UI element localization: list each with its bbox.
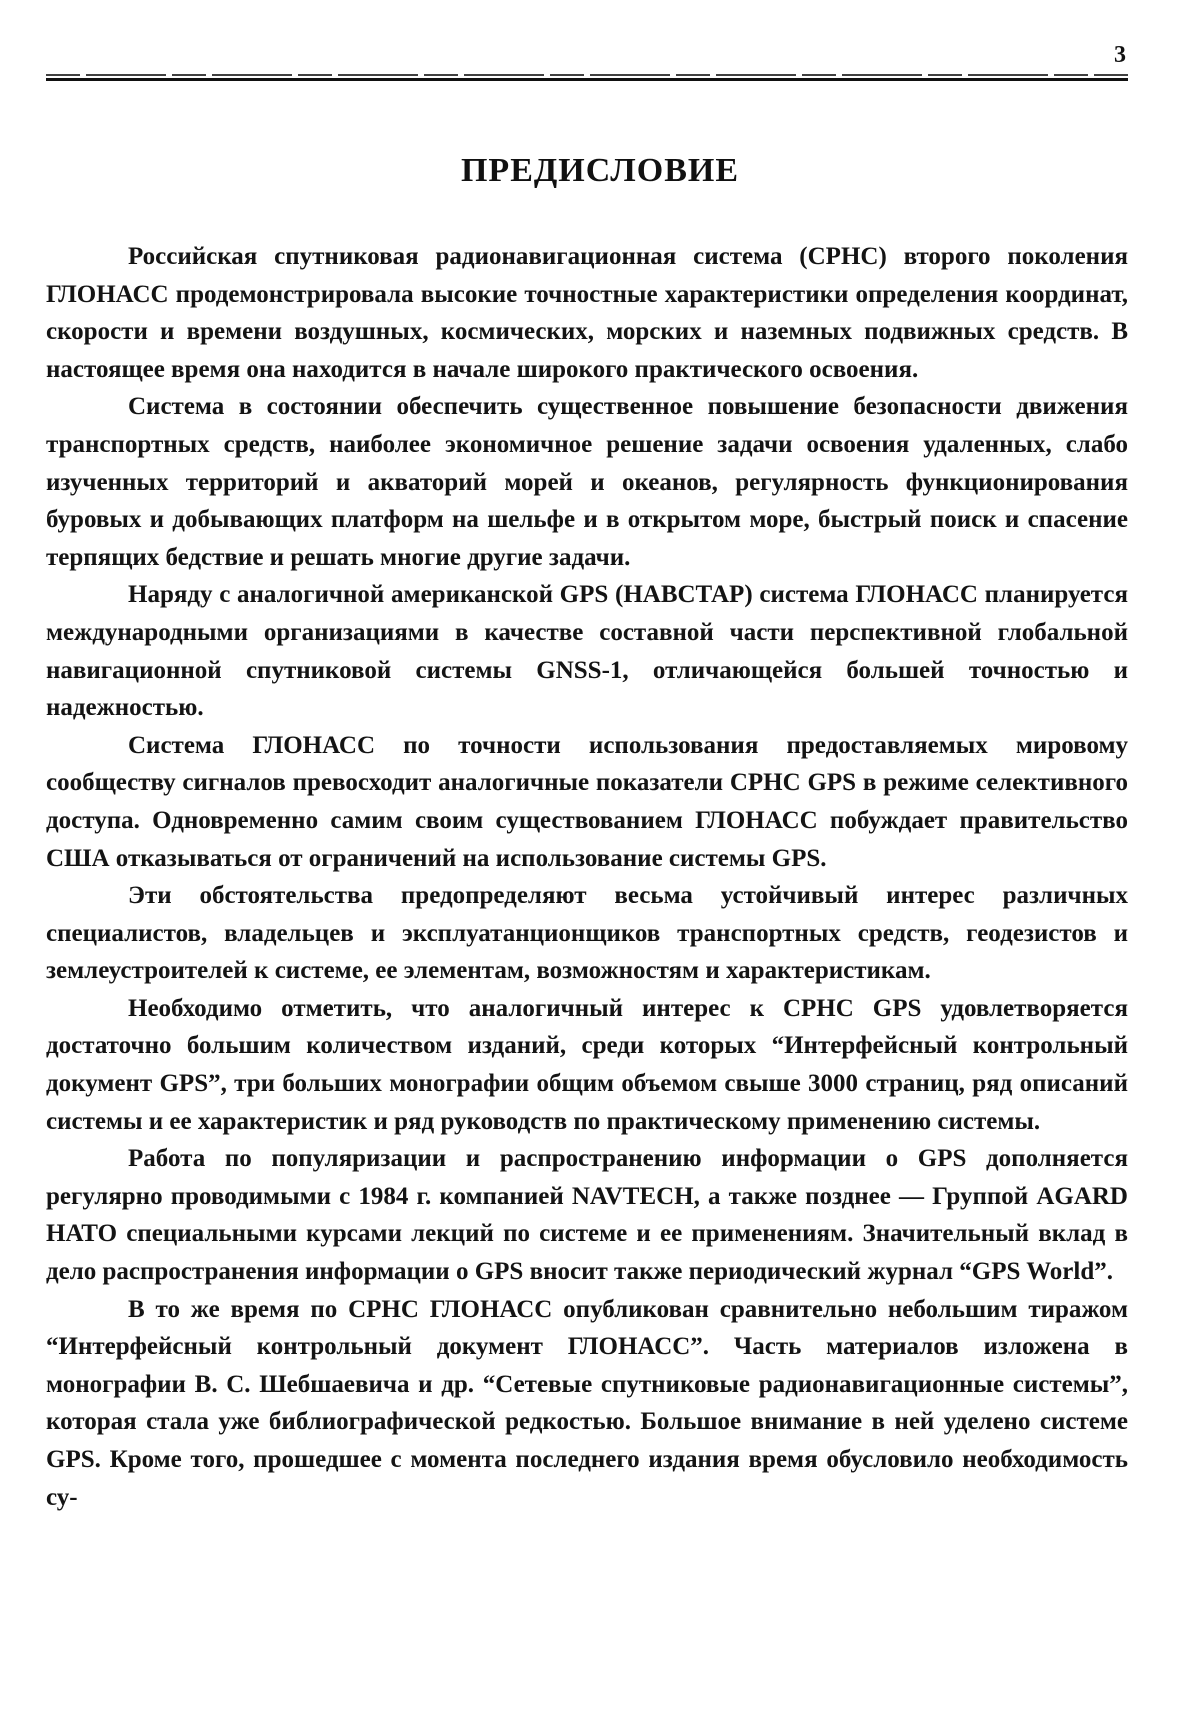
paragraph-1: Российская спутниковая радионавигационная система (СРНС) второго поколения ГЛОНАСС продемонстрировала высокие точностные характеристики определения координат, скорости и времени воздушных, космических, морских и наземных подвижных средств. В настоящее время она находится в начале широкого практического освоения. <box>46 243 1128 383</box>
header-rule-broken <box>46 74 1128 76</box>
paragraph-8: В то же время по СРНС ГЛОНАСС опубликован сравнительно небольшим тиражом “Интерфейсный контрольный документ ГЛОНАСС”. Часть материалов изложена в монографии В. С. Шебшаевича и др. “Сетевые спутниковые радионавигационные системы”, которая стала уже библиографической редкостью. Большое внимание в ней уделено системе GPS. Кроме того, прошедшее с момента последнего издания время обусловило необходимость су- <box>46 1295 1128 1511</box>
body-text <box>46 238 1128 1516</box>
header-rule <box>46 78 1128 81</box>
paragraph-3: Наряду с аналогичной американской GPS (НАВСТАР) система ГЛОНАСС планируется международными организациями в качестве составной части перспективной глобальной навигационной спутниковой системы GNSS-1, отличающейся большей точностью и надежностью. <box>46 581 1128 722</box>
page-title: ПРЕДИСЛОВИЕ <box>460 152 740 189</box>
page-number: 3 <box>1114 42 1126 68</box>
paragraph-2: Система в состоянии обеспечить существенное повышение безопасности движения транспортных средств, наиболее экономичное решение задачи освоения удаленных, слабо изученных территорий и акваторий морей и океанов, регулярность функционирования буровых и добывающих платформ на шельфе и в открытом море, быстрый поиск и спасение терпящих бедствие и решать многие другие задачи. <box>46 393 1128 571</box>
paragraph-6: Необходимо отметить, что аналогичный интерес к СРНС GPS удовлетворяется достаточно большим количеством изданий, среди которых “Интерфейсный контрольный документ GPS”, три больших монографии общим объемом свыше 3000 страниц, ряд описаний системы и ее характеристик и ряд руководств по практическому применению системы. <box>46 994 1128 1135</box>
paragraph-7: Работа по популяризации и распространению информации о GPS дополняется регулярно проводимыми с 1984 г. компанией NAVTECH, а также позднее — Группой AGARD НАТО специальными курсами лекций по системе и ее применениям. Значительный вклад в дело распространения информации о GPS вносит также периодический журнал “GPS World”. <box>46 1145 1128 1286</box>
paragraph-5: Эти обстоятельства предопределяют весьма устойчивый интерес различных специалистов, владельцев и эксплуатанционщиков транспортных средств, геодезистов и землеустроителей к системе, ее элементам, возможностям и характеристикам. <box>46 882 1128 985</box>
paragraph-4: Система ГЛОНАСС по точности использования предоставляемых мировому сообществу сигналов превосходит аналогичные показатели СРНС GPS в режиме селективного доступа. Одновременно самим своим существованием ГЛОНАСС побуждает правительство США отказываться от ограничений на использование системы GPS. <box>46 731 1128 872</box>
